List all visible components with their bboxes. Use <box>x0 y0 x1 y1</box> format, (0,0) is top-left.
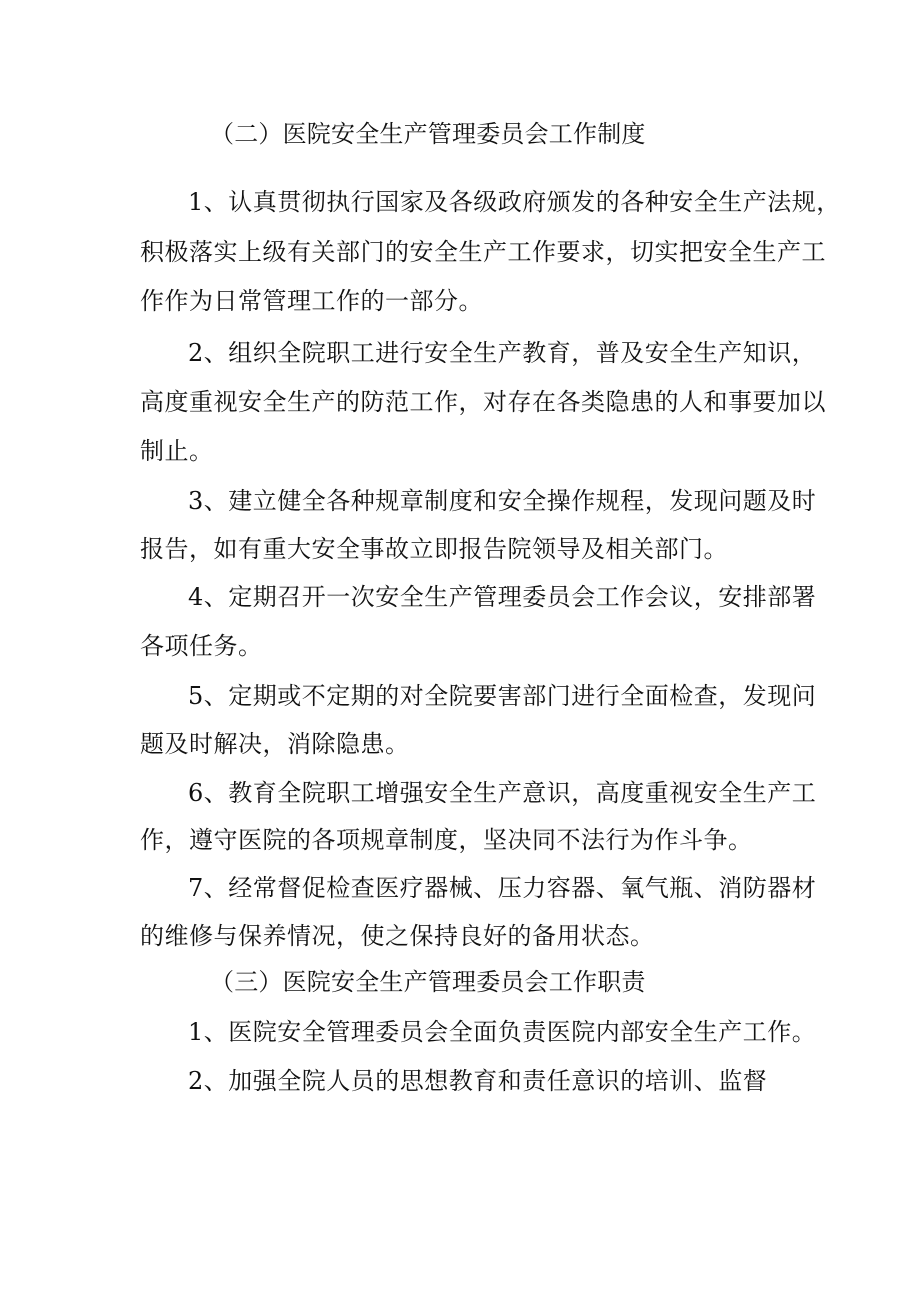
paragraph-7-line-2: 的维修与保养情况，使之保持良好的备用状态。 <box>140 922 655 950</box>
paragraph-4-line-2: 各项任务。 <box>140 632 263 660</box>
paragraph-6-line-2: 作，遵守医院的各项规章制度，坚决同不法行为作斗争。 <box>140 826 753 854</box>
paragraph-1-line-1: 1、认真贯彻执行国家及各级政府颁发的各种安全生产法规， <box>188 188 841 216</box>
duty-2-line-1: 2、加强全院人员的思想教育和责任意识的培训、监督 <box>188 1067 768 1095</box>
paragraph-6-line-1: 6、教育全院职工增强安全生产意识，高度重视安全生产工 <box>188 779 817 807</box>
paragraph-2-line-1: 2、组织全院职工进行安全生产教育，普及安全生产知识， <box>188 339 817 367</box>
section-two-heading: （二）医院安全生产管理委员会工作制度 <box>210 120 646 148</box>
section-three-heading: （三）医院安全生产管理委员会工作职责 <box>210 968 646 996</box>
paragraph-1-line-3: 作作为日常管理工作的一部分。 <box>140 287 483 315</box>
paragraph-2-line-2: 高度重视安全生产的防范工作，对存在各类隐患的人和事要加以 <box>140 388 826 416</box>
paragraph-3-line-1: 3、建立健全各种规章制度和安全操作规程，发现问题及时 <box>188 487 817 515</box>
paragraph-1-line-2: 积极落实上级有关部门的安全生产工作要求，切实把安全生产工 <box>140 238 826 266</box>
paragraph-7-line-1: 7、经常督促检查医疗器械、压力容器、氧气瓶、消防器材 <box>188 874 817 902</box>
paragraph-3-line-2: 报告，如有重大安全事故立即报告院领导及相关部门。 <box>140 535 728 563</box>
paragraph-4-line-1: 4、定期召开一次安全生产管理委员会工作会议，安排部署 <box>188 583 817 611</box>
paragraph-5-line-1: 5、定期或不定期的对全院要害部门进行全面检查，发现问 <box>188 682 817 710</box>
paragraph-5-line-2: 题及时解决，消除隐患。 <box>140 730 410 758</box>
paragraph-2-line-3: 制止。 <box>140 437 214 465</box>
duty-1-line-1: 1、医院安全管理委员会全面负责医院内部安全生产工作。 <box>188 1018 817 1046</box>
